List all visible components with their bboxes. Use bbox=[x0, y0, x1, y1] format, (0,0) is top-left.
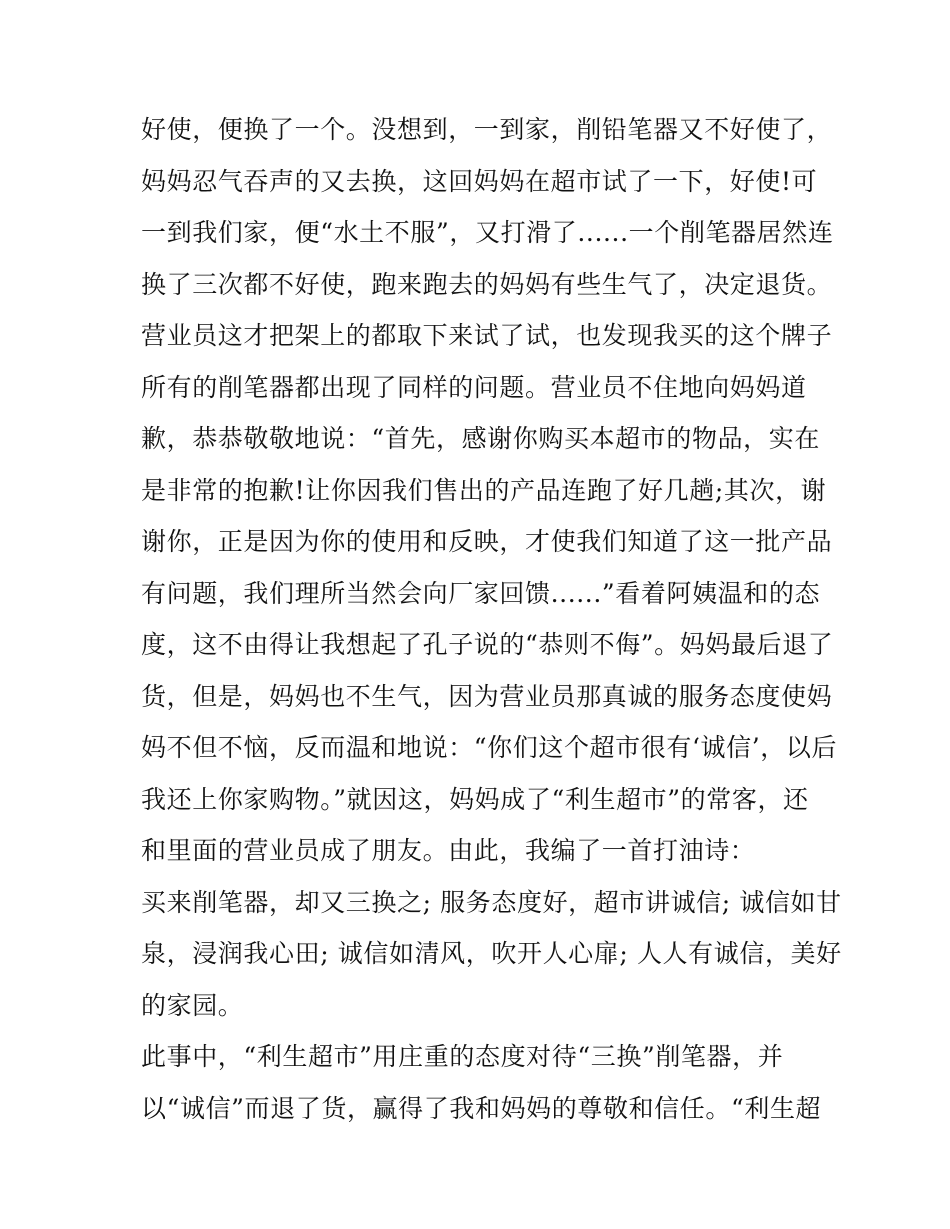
text-line-20: 以“诚信”而退了货，赢得了我和妈妈的尊敬和信任。“利生超 bbox=[141, 1093, 822, 1123]
essay-text bbox=[141, 104, 842, 1134]
text-line-14: 我还上你家购物。”就因这，妈妈成了“利生超市”的常客，还 bbox=[141, 784, 809, 814]
text-line-1: 好使，便换了一个。没想到，一到家，削铅笔器又不好使了， bbox=[141, 115, 833, 144]
text-line-10: 有问题，我们理所当然会向厂家回馈......”看着阿姨温和的态 bbox=[141, 578, 821, 608]
text-line-5: 营业员这才把架上的都取下来试了试，也发现我买的这个牌子 bbox=[141, 321, 833, 350]
text-line-3: 一到我们家，便“水土不服”，又打滑了......一个削笔器居然连 bbox=[141, 218, 834, 247]
text-line-15: 和里面的营业员成了朋友。由此，我编了一首打油诗： bbox=[141, 836, 756, 865]
text-line-16: 买来削笔器，却又三换之; 服务态度好，超市讲诚信; 诚信如甘 bbox=[141, 887, 842, 917]
text-line-8: 是非常的抱歉!让你因我们售出的产品连跑了好几趟;其次，谢 bbox=[141, 475, 827, 505]
text-line-6: 所有的削笔器都出现了同样的问题。营业员不住地向妈妈道 bbox=[141, 372, 807, 402]
text-line-13: 妈不但不恼，反而温和地说：“你们这个超市很有‘诚信’，以后 bbox=[141, 733, 838, 762]
text-line-18: 的家园。 bbox=[141, 990, 244, 1020]
text-line-11: 度，这不由得让我想起了孔子说的“恭则不侮”。妈妈最后退了 bbox=[141, 630, 834, 659]
text-line-7: 歉，恭恭敬敬地说：“首先，感谢你购买本超市的物品，实在 bbox=[141, 424, 820, 453]
text-line-19: 此事中，“利生超市”用庄重的态度对待“三换”削笔器，并 bbox=[141, 1042, 784, 1071]
text-line-4: 换了三次都不好使，跑来跑去的妈妈有些生气了，决定退货。 bbox=[141, 269, 833, 299]
text-line-9: 谢你，正是因为你的使用和反映，才使我们知道了这一批产品 bbox=[141, 527, 833, 556]
text-line-12: 货，但是，妈妈也不生气，因为营业员那真诚的服务态度使妈 bbox=[141, 681, 833, 711]
text-line-2: 妈妈忍气吞声的又去换，这回妈妈在超市试了一下，好使!可 bbox=[141, 166, 818, 196]
text-line-17: 泉，浸润我心田; 诚信如清风，吹开人心扉; 人人有诚信，美好 bbox=[141, 939, 842, 968]
